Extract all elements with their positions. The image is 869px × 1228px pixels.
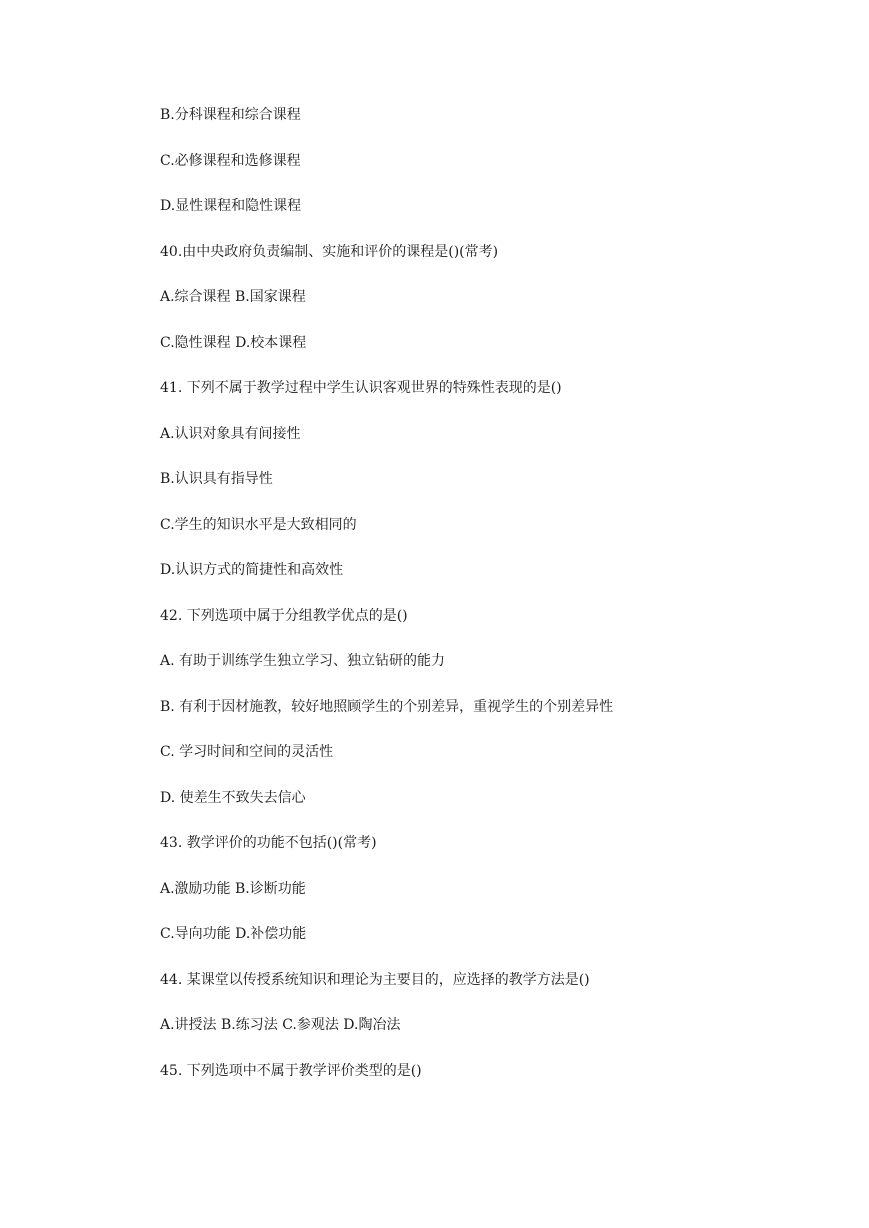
question-41: 41. 下列不属于教学过程中学生认识客观世界的特殊性表现的是() <box>160 380 562 396</box>
option-42-c: C. 学习时间和空间的灵活性 <box>160 744 334 760</box>
question-40: 40.由中央政府负责编制、实施和评价的课程是()(常考) <box>160 244 499 260</box>
options-43-c-d: C.导向功能 D.补偿功能 <box>160 926 307 942</box>
option-41-c: C.学生的知识水平是大致相同的 <box>160 517 357 533</box>
option-39-c: C.必修课程和选修课程 <box>160 153 301 169</box>
question-45: 45. 下列选项中不属于教学评价类型的是() <box>160 1063 422 1079</box>
option-42-d: D. 使差生不致失去信心 <box>160 790 306 806</box>
option-41-d: D.认识方式的简捷性和高效性 <box>160 562 344 578</box>
options-43-a-b: A.激励功能 B.诊断功能 <box>160 881 306 897</box>
options-40-a-b: A.综合课程 B.国家课程 <box>160 289 306 305</box>
question-42: 42. 下列选项中属于分组教学优点的是() <box>160 608 408 624</box>
option-39-d: D.显性课程和隐性课程 <box>160 198 302 214</box>
option-41-b: B.认识具有指导性 <box>160 471 273 487</box>
option-42-b: B. 有利于因材施教，较好地照顾学生的个别差异，重视学生的个别差异性 <box>160 699 614 715</box>
option-41-a: A.认识对象具有间接性 <box>160 426 301 442</box>
option-39-b: B.分科课程和综合课程 <box>160 107 301 123</box>
option-42-a: A. 有助于训练学生独立学习、独立钻研的能力 <box>160 653 446 669</box>
question-43: 43. 教学评价的功能不包括()(常考) <box>160 835 377 851</box>
question-44: 44. 某课堂以传授系统知识和理论为主要目的，应选择的教学方法是() <box>160 972 590 988</box>
options-40-c-d: C.隐性课程 D.校本课程 <box>160 335 307 351</box>
options-44: A.讲授法 B.练习法 C.参观法 D.陶冶法 <box>160 1017 401 1033</box>
